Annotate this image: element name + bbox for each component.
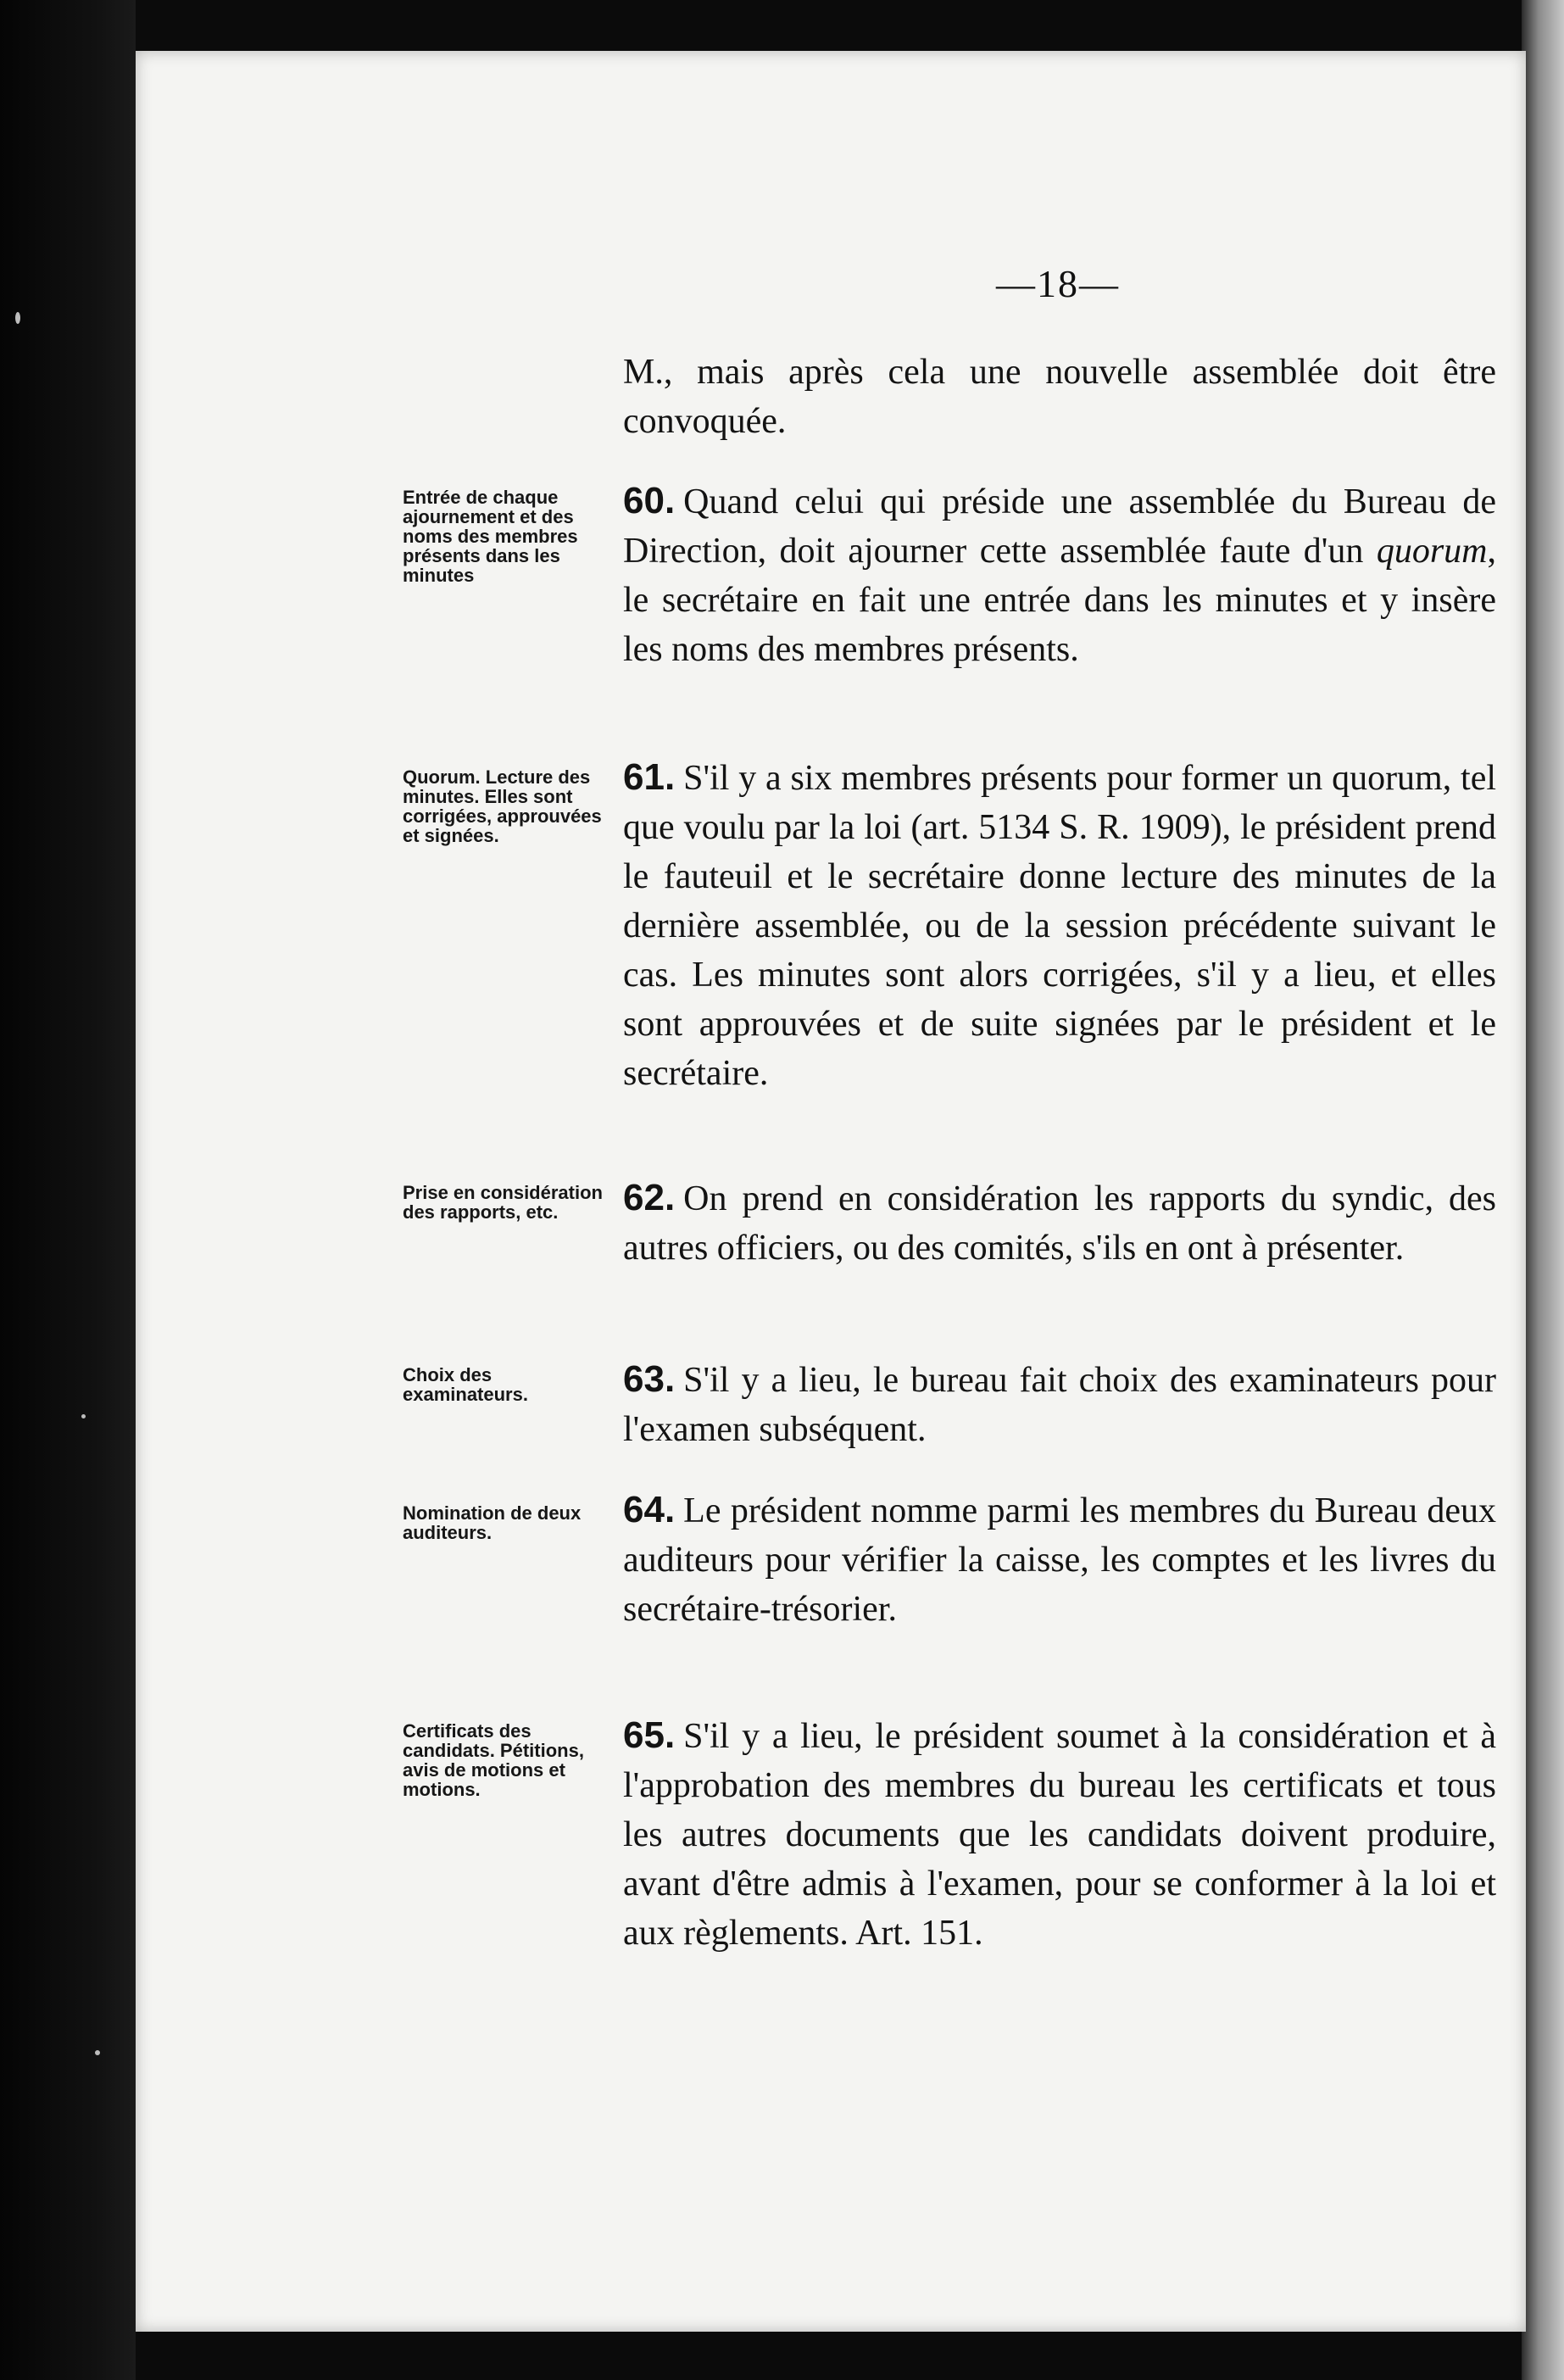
paragraph-text: M., mais après cela une nouvelle assemblée doit être convoquée. [623,353,1496,441]
paragraph-60 [623,477,1496,674]
paragraph-63 [623,1355,1496,1454]
paragraph-65 [623,1711,1496,1958]
scan-speck [81,1414,86,1419]
paragraph-italic-term: quorum [1376,532,1488,571]
margin-note-61: Quorum. Lecture des minutes. Elles sont corrigées, approuvées et signées. [403,766,602,846]
paragraph-number: 60. [623,480,676,521]
paragraph-number: 65. [623,1714,676,1756]
scan-border-right [1522,0,1564,2380]
paragraph-64 [623,1485,1496,1634]
paragraph-continuation [623,348,1496,446]
margin-note-64: Nomination de deux auditeurs. [403,1502,582,1543]
paragraph-text: S'il y a lieu, le président soumet à la considération et à l'approbation des membres du bureau les certificats et tous les autres documents que les candidats doivent produire, avant d'être admis à l'examen, pour se conformer à la loi et aux règlements. Art. 151. [623,1717,1496,1953]
paragraph-text: Le président nomme parmi les membres du Bureau deux auditeurs pour vérifier la caisse, les comptes et les livres du secrétaire-trésorier. [623,1491,1496,1629]
paragraph-62 [623,1173,1496,1273]
paragraph-text-end: , le secrétaire en fait une entrée dans les minutes et y insère les noms des membres présents. [623,532,1496,669]
paragraph-number: 64. [623,1489,676,1530]
paragraph-number: 62. [623,1177,676,1218]
paragraph-text: On prend en considération les rapports du syndic, des autres officiers, ou des comités, s'ils en ont à présenter. [623,1179,1496,1268]
scan-speck [95,2050,100,2055]
margin-note-63: Choix des examinateurs. [403,1364,528,1405]
margin-note-65: Certificats des candidats. Pétitions, avis de motions et motions. [403,1720,584,1800]
margin-note-60: Entrée de chaque ajournement et des noms des membres présents dans les minutes [403,487,578,586]
scan-speck [15,312,20,324]
paragraph-text: Quand celui qui préside une assemblée du Bureau de Direction, doit ajourner cette assemblée faute d'un [623,482,1496,571]
scan-border-left [0,0,136,2380]
paragraph-number: 63. [623,1358,676,1400]
paragraph-61 [623,753,1496,1098]
paragraph-text: S'il y a six membres présents pour former un quorum, tel que voulu par la loi (art. 5134 S. R. 1909), le président prend le fauteuil et le secrétaire donne lecture des minutes de la dernière assemblée, ou de la session précédente suivant le cas. Les minutes sont alors corrigées, s'il y a lieu, et elles sont approuvées et de suite signées par le président et le secrétaire. [623,759,1496,1093]
page-number: —18— [996,262,1120,305]
margin-note-62: Prise en considération des rapports, etc. [403,1182,603,1223]
paragraph-text: S'il y a lieu, le bureau fait choix des examinateurs pour l'examen subséquent. [623,1361,1496,1449]
paragraph-number: 61. [623,756,676,798]
